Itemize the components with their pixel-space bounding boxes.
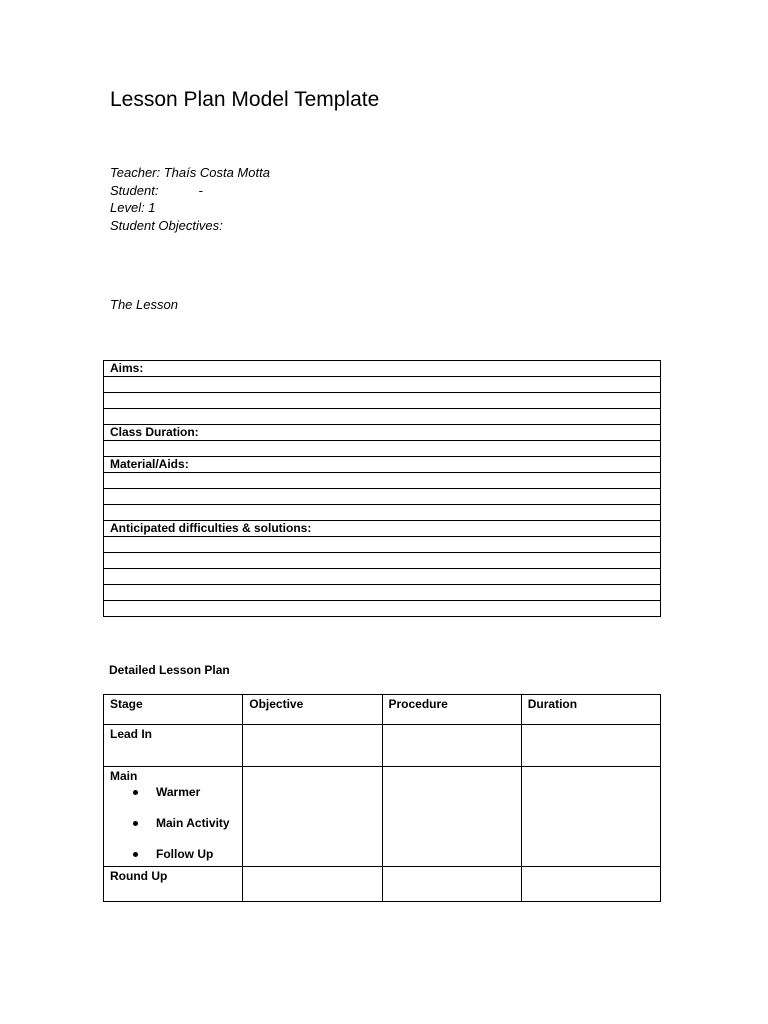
objectives-line: Student Objectives: [110, 217, 223, 233]
empty-cell [243, 867, 382, 902]
stage-main-label: Main [110, 769, 138, 783]
table-row [104, 505, 661, 521]
stage-main [104, 767, 243, 867]
empty-cell [382, 767, 521, 867]
table-row [104, 441, 661, 457]
table-row [104, 585, 661, 601]
empty-cell [104, 569, 661, 585]
table-row [104, 867, 661, 902]
table-row [104, 521, 661, 537]
student-line [110, 182, 270, 200]
student-value: - [198, 182, 203, 198]
empty-cell [104, 441, 661, 457]
table-row [104, 377, 661, 393]
list-item-label: Follow Up [156, 847, 214, 861]
table-row [104, 767, 661, 867]
teacher-line: Teacher: Thaís Costa Motta [110, 165, 270, 180]
table-row [104, 457, 661, 473]
difficulties-label: Anticipated difficulties & solutions: [104, 521, 661, 537]
table-row [104, 725, 661, 767]
list-item [110, 785, 236, 800]
class-duration-label: Class Duration: [104, 425, 661, 441]
empty-cell [521, 725, 660, 767]
empty-cell [104, 505, 661, 521]
empty-cell [382, 725, 521, 767]
list-item [110, 816, 236, 831]
table-row [104, 569, 661, 585]
table-row [104, 489, 661, 505]
empty-cell [243, 725, 382, 767]
table-row [104, 473, 661, 489]
empty-cell [521, 867, 660, 902]
table-row [104, 361, 661, 377]
list-item-label: Warmer [156, 785, 201, 799]
list-item-label: Main Activity [156, 816, 230, 830]
empty-cell [104, 537, 661, 553]
document-title: Lesson Plan Model Template [110, 88, 380, 111]
main-stage-list [110, 785, 236, 862]
material-label: Material/Aids: [104, 457, 661, 473]
lesson-info [110, 164, 270, 234]
empty-cell [104, 585, 661, 601]
aims-table [103, 360, 661, 617]
list-item [110, 847, 236, 862]
table-row [104, 425, 661, 441]
empty-cell [104, 489, 661, 505]
table-row [104, 553, 661, 569]
detailed-plan-heading: Detailed Lesson Plan [109, 663, 230, 677]
table-header-row [104, 695, 661, 725]
empty-cell [104, 601, 661, 617]
empty-cell [521, 767, 660, 867]
table-row [104, 393, 661, 409]
header-objective: Objective [243, 695, 382, 725]
header-procedure: Procedure [382, 695, 521, 725]
stage-lead-in: Lead In [104, 725, 243, 767]
stage-round-up: Round Up [104, 867, 243, 902]
bullet-icon [133, 852, 138, 857]
lesson-heading: The Lesson [110, 297, 178, 312]
empty-cell [104, 377, 661, 393]
level-line: Level: 1 [110, 200, 156, 215]
table-row [104, 537, 661, 553]
student-label: Student: [110, 182, 159, 198]
empty-cell [104, 409, 661, 425]
empty-cell [104, 393, 661, 409]
bullet-icon [133, 821, 138, 826]
empty-cell [104, 473, 661, 489]
empty-cell [104, 553, 661, 569]
header-duration: Duration [521, 695, 660, 725]
detailed-plan-table [103, 694, 661, 902]
table-row [104, 601, 661, 617]
header-stage: Stage [104, 695, 243, 725]
aims-label: Aims: [104, 361, 661, 377]
table-row [104, 409, 661, 425]
empty-cell [382, 867, 521, 902]
empty-cell [243, 767, 382, 867]
bullet-icon [133, 790, 138, 795]
